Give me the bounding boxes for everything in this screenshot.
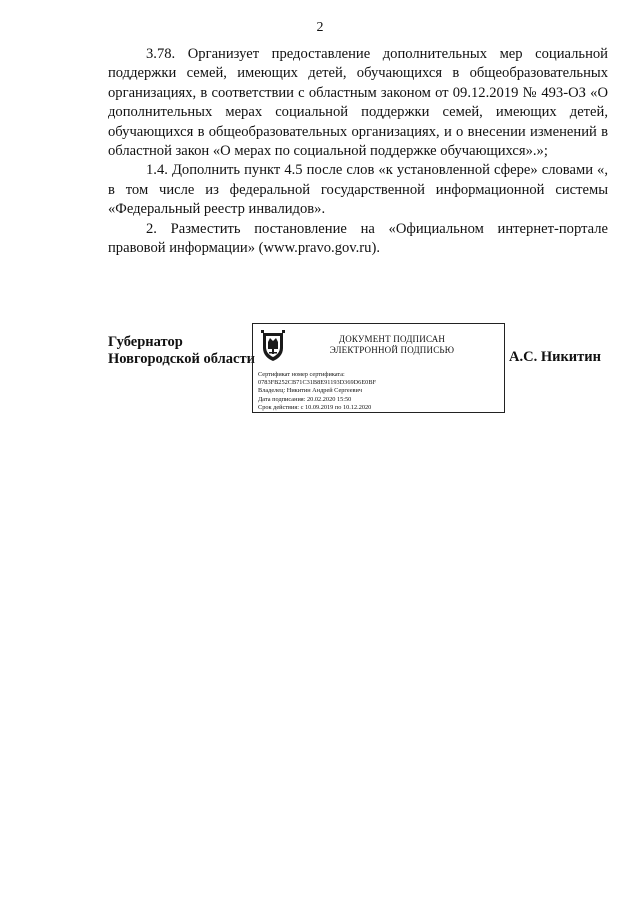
stamp-header-line-1: ДОКУМЕНТ ПОДПИСАН [338, 334, 446, 344]
stamp-details [258, 371, 376, 412]
electronic-signature-stamp [252, 323, 505, 413]
page-number: 2 [316, 20, 324, 35]
signer-position [108, 334, 255, 368]
signer-name: А.С. Никитин [509, 349, 601, 365]
stamp-validity: Срок действия: с 10.09.2019 по 10.12.2020 [258, 403, 372, 411]
stamp-header-line-2: ЭЛЕКТРОННОЙ ПОДПИСЬЮ [329, 344, 455, 355]
stamp-signed-date: Дата подписания: 20.02.2020 15:50 [258, 395, 352, 403]
signer-position-line-1: Губернатор [108, 334, 183, 350]
stamp-cert-label: Сертификат номер сертификата: [258, 371, 345, 378]
paragraph-3-78: 3.78. Организует предоставление дополнительных мер социальной поддержки семей, имеющих детей, обучающихся в общеобразовательных организациях, в соответствии с областным законом от 09.12.2019 № 493-ОЗ «О дополнительных мерах социальной поддержки семей, имеющих детей, обучающихся в общеобразовательных организациях, и о внесении изменений в областной закон «О мерах по социальной поддержке обучающихся».»; [108, 46, 608, 160]
document-body [108, 45, 608, 258]
coat-of-arms-icon [260, 330, 286, 362]
paragraph-2: 2. Разместить постановление на «Официальном интернет-портале правовой информации» (www.pravo.gov.ru). [108, 220, 608, 257]
stamp-cert-number: 0783FB252CB71C31B8E91193D369D6E0BF [258, 379, 377, 387]
paragraph-1-4: 1.4. Дополнить пункт 4.5 после слов «к установленной сфере» словами «, в том числе из федеральной государственной информационной системы «Федеральный реестр инвалидов». [108, 162, 608, 218]
signer-position-line-2: Новгородской области [108, 351, 255, 367]
stamp-owner: Владелец: Никитин Андрей Сергеевич [258, 387, 363, 395]
stamp-header [287, 334, 497, 355]
